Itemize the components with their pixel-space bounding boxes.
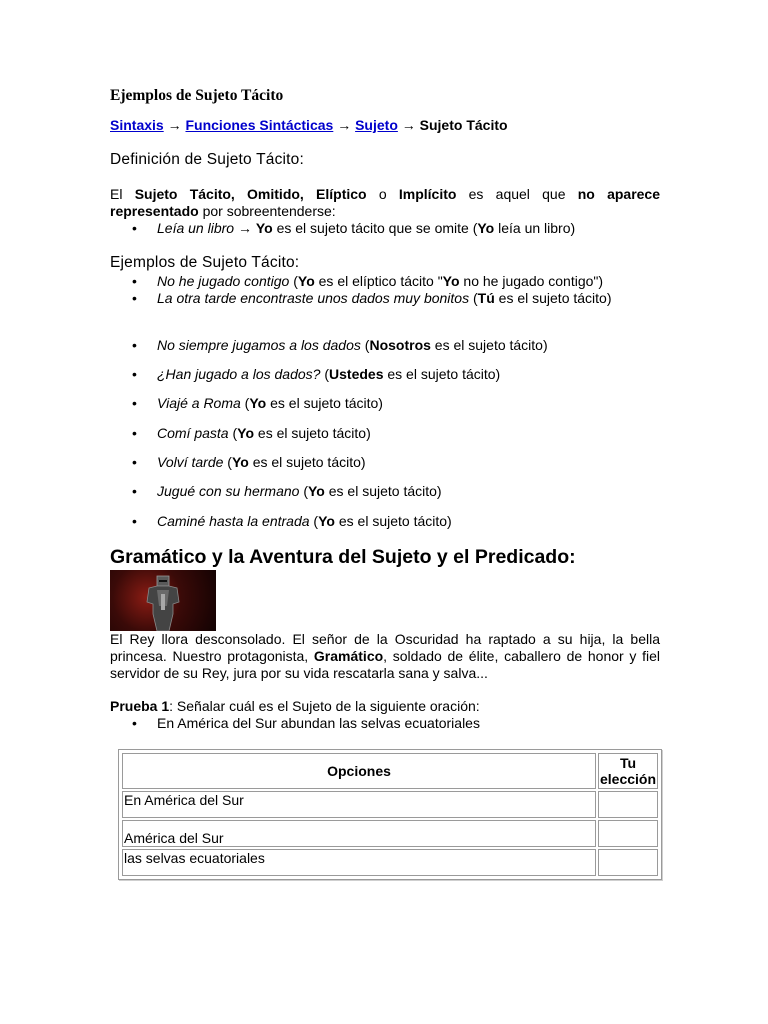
text: ( [360,337,370,353]
text: , soldado de élite, caballero de honor y fiel servidor de su Rey, jura por su vida rescatarla sana y salva... [110,648,660,681]
text: ( [223,454,232,470]
list-item [110,483,660,500]
bold-text: Yo [308,483,325,499]
text: : Señalar cuál es el Sujeto de la siguiente oración: [169,698,480,714]
breadcrumb [110,117,508,133]
example-sentence: Comí pasta [157,425,229,441]
definition-heading: Definición de Sujeto Tácito: [110,151,305,168]
text: ( [228,425,238,441]
breadcrumb-separator: → [401,117,416,133]
option-cell: América del Sur [122,820,596,847]
choice-cell[interactable] [598,820,658,847]
list-item [110,273,660,290]
bold-text: Yo [255,220,273,236]
text: es el sujeto tácito) [494,290,612,306]
text: es aquel que [456,186,578,202]
breadcrumb-link-sintaxis[interactable]: Sintaxis [110,117,164,133]
definition-example-list [110,220,660,237]
header-tu-eleccion: Tu elección [599,755,657,787]
text: ( [309,513,319,529]
text: El [110,186,135,202]
test-label: Prueba 1 [110,698,170,714]
text: leía un libro) [494,220,576,236]
breadcrumb-link-sujeto[interactable]: Sujeto [355,117,398,133]
table-header-row [122,753,658,789]
bold-text: Ustedes [329,366,384,382]
knight-image [110,570,216,631]
breadcrumb-current: Sujeto Tácito [419,117,508,133]
table-row [122,820,658,847]
text: no he jugado contigo") [459,273,604,289]
text: El Rey llora desconsolado. El señor de la Oscuridad ha raptado a su hija, la bella princesa. Nuestro protagonista, [110,631,660,664]
breadcrumb-separator: → [337,117,352,133]
list-item [110,290,660,307]
bold-text: Nosotros [369,337,431,353]
knight-icon [143,574,183,631]
example-sentence: Leía un libro [157,220,235,236]
text: es el elíptico tácito " [314,273,443,289]
story-heading: Gramático y la Aventura del Sujeto y el Predicado: [110,546,576,568]
breadcrumb-separator: → [167,117,182,133]
table-row [122,791,658,818]
option-cell: las selvas ecuatoriales [122,849,596,876]
test-instruction [110,698,660,715]
text: ( [299,483,308,499]
text: ( [469,290,478,306]
example-sentence: ¿Han jugado a los dados? [157,366,321,382]
bold-text: Implícito [398,186,457,202]
bold-text: Yo [231,454,249,470]
examples-list [110,366,660,383]
examples-list [110,513,660,530]
option-cell: En América del Sur [122,791,596,818]
bold-text: Gramático [313,648,384,664]
examples-list [110,483,660,500]
table-row [122,849,658,876]
list-item [110,454,660,471]
breadcrumb-link-funciones[interactable]: Funciones Sintácticas [185,117,334,133]
test-sentence-list [110,715,660,732]
options-table [118,749,662,880]
example-sentence: No he jugado contigo [157,273,290,289]
text: es el sujeto tácito) [324,483,442,499]
bold-text: Yo [237,425,255,441]
list-item [110,425,660,442]
text: ( [320,366,330,382]
examples-heading: Ejemplos de Sujeto Tácito: [110,254,300,271]
choice-cell[interactable] [598,849,658,876]
text: ( [240,395,250,411]
list-item: • En América del Sur abundan las selvas ecuatoriales [110,715,660,732]
text: o [366,186,399,202]
bold-text: Yo [442,273,460,289]
list-item [110,337,660,354]
choice-cell[interactable] [598,791,658,818]
examples-list [110,454,660,471]
examples-list [110,425,660,442]
text: ( [289,273,298,289]
header-opciones: Opciones [122,753,596,789]
story-paragraph [110,631,660,682]
list-item [110,366,660,383]
bold-text: Yo [318,513,335,529]
bold-text: Yo [477,220,495,236]
text: es el sujeto tácito que se omite ( [272,220,478,236]
example-sentence: Viajé a Roma [157,395,241,411]
example-sentence: Volví tarde [157,454,224,470]
text: es el sujeto tácito) [266,395,383,411]
example-sentence: No siempre jugamos a los dados [157,337,361,353]
bold-text: Yo [297,273,315,289]
example-sentence: Jugué con su hermano [157,483,300,499]
bold-text: Tú [477,290,495,306]
list-item [110,513,660,530]
examples-list [110,273,660,307]
examples-list [110,395,660,412]
text: es el sujeto tácito) [334,513,452,529]
text: es el sujeto tácito) [430,337,548,353]
bold-text: no aparece representado [110,186,660,219]
definition-paragraph [110,186,660,220]
examples-list [110,337,660,354]
text: es el sujeto tácito) [383,366,501,382]
example-sentence: Caminé hasta la entrada [157,513,310,529]
text: es el sujeto tácito) [254,425,371,441]
page-title: Ejemplos de Sujeto Tácito [110,87,284,104]
bold-text: Sujeto Tácito, Omitido, Elíptico [134,186,367,202]
example-sentence: La otra tarde encontraste unos dados muy bonitos [157,290,470,306]
list-item [110,395,660,412]
bold-text: Yo [249,395,267,411]
text: por sobreentenderse: [198,203,336,219]
arrow: → [234,220,256,236]
text: es el sujeto tácito) [248,454,366,470]
list-item [110,220,660,237]
